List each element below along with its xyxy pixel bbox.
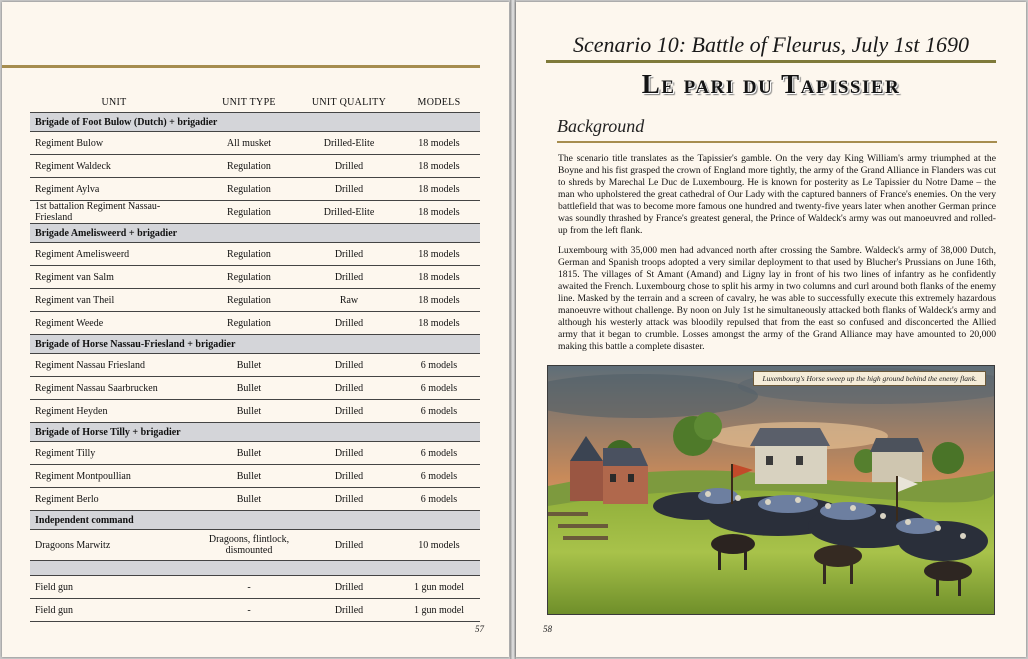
unit-type-cell: Bullet — [198, 354, 300, 377]
unit-type-cell: - — [198, 576, 300, 599]
unit-cell: Regiment Weede — [30, 312, 198, 335]
brigade-header-row — [30, 423, 480, 442]
header-unit: UNIT — [30, 92, 198, 113]
unit-type-cell: Bullet — [198, 442, 300, 465]
unit-type-cell: Regulation — [198, 243, 300, 266]
brigade-header-row — [30, 511, 480, 530]
models-cell: 18 models — [398, 289, 480, 312]
unit-cell: Regiment van Theil — [30, 289, 198, 312]
models-cell: 18 models — [398, 201, 480, 224]
table-row — [30, 289, 480, 312]
unit-cell: Regiment van Salm — [30, 266, 198, 289]
page-number-right: 58 — [543, 624, 552, 634]
unit-cell: Regiment Nassau Saarbrucken — [30, 377, 198, 400]
unit-quality-cell: Drilled — [300, 465, 398, 488]
models-cell: 6 models — [398, 377, 480, 400]
unit-cell: Regiment Amelisweerd — [30, 243, 198, 266]
brigade-header-row — [30, 224, 480, 243]
table-row — [30, 178, 480, 201]
brigade-header-row — [30, 113, 480, 132]
models-cell: 18 models — [398, 178, 480, 201]
unit-cell: Dragoons Marwitz — [30, 530, 198, 561]
unit-type-cell: Regulation — [198, 178, 300, 201]
models-cell: 18 models — [398, 243, 480, 266]
table-row — [30, 442, 480, 465]
table-row — [30, 201, 480, 224]
models-cell: 6 models — [398, 442, 480, 465]
brigade-name: Brigade of Foot Bulow (Dutch) + brigadier — [30, 113, 480, 132]
table-row — [30, 488, 480, 511]
unit-type-cell: Bullet — [198, 488, 300, 511]
unit-quality-cell: Drilled — [300, 377, 398, 400]
table-row — [30, 400, 480, 423]
table-header-row — [30, 92, 480, 113]
unit-quality-cell: Drilled-Elite — [300, 201, 398, 224]
unit-quality-cell: Drilled — [300, 243, 398, 266]
table-row — [30, 312, 480, 335]
table-row — [30, 155, 480, 178]
unit-type-cell: Bullet — [198, 400, 300, 423]
unit-type-cell: Dragoons, flintlock, dismounted — [198, 530, 300, 561]
table-row — [30, 243, 480, 266]
background-paragraph-1: The scenario title translates as the Tapissier's gamble. On the very day King William's army triumphed at the Boyne and his fist grasped the crown of England more tightly, the army of the Grand Alliance in Flanders was cut to shreds by Marechal Le Duc de Luxembourg. He is known for posterity as Le Tapissier du Notre Dame – the man who upholstered the great cathedral of Our Lady with the captured banners of France's enemies. On the very battlefield that was to become more famous one hundred and twenty-five years later when another German prince was soundly thrashed by France's greatest general, the Prince of Waldeck's army was out manoeuvred and rolled-up from the left flank. — [558, 153, 996, 236]
unit-quality-cell: Drilled — [300, 400, 398, 423]
unit-quality-cell: Drilled-Elite — [300, 132, 398, 155]
section-rule — [557, 141, 997, 143]
unit-cell: Regiment Montpoullian — [30, 465, 198, 488]
table-body — [30, 113, 480, 622]
top-gold-rule — [2, 65, 480, 68]
battle-photo-illustration — [548, 366, 994, 614]
unit-cell: Regiment Berlo — [30, 488, 198, 511]
header-unit-quality: UNIT QUALITY — [300, 92, 398, 113]
header-models: MODELS — [398, 92, 480, 113]
section-heading: Background — [557, 116, 645, 136]
unit-cell: Regiment Tilly — [30, 442, 198, 465]
title-rule — [546, 60, 996, 63]
unit-type-cell: Bullet — [198, 465, 300, 488]
unit-quality-cell: Drilled — [300, 442, 398, 465]
photo-caption: Luxembourg's Horse sweep up the high ground behind the enemy flank. — [753, 371, 986, 386]
models-cell: 1 gun model — [398, 576, 480, 599]
unit-cell: Field gun — [30, 576, 198, 599]
table-row — [30, 465, 480, 488]
models-cell: 6 models — [398, 488, 480, 511]
models-cell: 6 models — [398, 400, 480, 423]
unit-cell: Regiment Waldeck — [30, 155, 198, 178]
unit-type-cell: Regulation — [198, 266, 300, 289]
models-cell: 18 models — [398, 266, 480, 289]
scenario-title: Scenario 10: Battle of Fleurus, July 1st 1690 — [573, 32, 969, 57]
brigade-name: Independent command — [30, 511, 480, 530]
unit-type-cell: Bullet — [198, 377, 300, 400]
unit-quality-cell: Drilled — [300, 312, 398, 335]
table-row — [30, 377, 480, 400]
brigade-name: Brigade of Horse Tilly + brigadier — [30, 423, 480, 442]
unit-cell: Regiment Heyden — [30, 400, 198, 423]
background-paragraph-2: Luxembourg with 35,000 men had advanced north after crossing the Sambre. Waldeck's army of 38,000 Dutch, German and Spanish troops adopted a very similar deployment to that used by Blucher's Prussians on June 16th, 1815. The villages of St Amant (Amand) and Ligny lay in front of his two lines of infantry as he confidently awaited the French. Luxembourg chose to split his army in two columns and curl around both flanks of the enemy line. Masked by the terrain and a screen of cavalry, he was able to successfully execute this extremely hazardous manoeuvre without challenge. By noon on July 1st he simultaneously attacked both flanks of Waldeck's army and although his westerly attack was bloodily repulsed that from the east so confused and disconcerted the Allied army that it began to crumble. Losses amongst the army of the Grand Alliance may have amounted to 20,000 making this battle a complete disaster. — [558, 245, 996, 352]
left-page — [2, 2, 509, 657]
unit-type-cell: Regulation — [198, 155, 300, 178]
unit-quality-cell: Drilled — [300, 155, 398, 178]
brigade-name: Brigade of Horse Nassau-Friesland + brigadier — [30, 335, 480, 354]
unit-quality-cell: Drilled — [300, 266, 398, 289]
models-cell: 6 models — [398, 465, 480, 488]
unit-quality-cell: Raw — [300, 289, 398, 312]
unit-quality-cell: Drilled — [300, 354, 398, 377]
models-cell: 1 gun model — [398, 599, 480, 622]
models-cell: 10 models — [398, 530, 480, 561]
blank-separator-row — [30, 561, 480, 576]
right-page — [516, 2, 1026, 657]
unit-type-cell: - — [198, 599, 300, 622]
unit-quality-cell: Drilled — [300, 530, 398, 561]
order-of-battle-table — [30, 92, 480, 622]
unit-quality-cell: Drilled — [300, 178, 398, 201]
brigade-name: Brigade Amelisweerd + brigadier — [30, 224, 480, 243]
unit-quality-cell: Drilled — [300, 576, 398, 599]
brigade-header-row — [30, 335, 480, 354]
models-cell: 18 models — [398, 155, 480, 178]
unit-cell: Field gun — [30, 599, 198, 622]
unit-type-cell: Regulation — [198, 312, 300, 335]
unit-type-cell: All musket — [198, 132, 300, 155]
table-row — [30, 530, 480, 561]
unit-cell: Regiment Nassau Friesland — [30, 354, 198, 377]
page-number-left: 57 — [475, 624, 484, 634]
unit-cell: Regiment Aylva — [30, 178, 198, 201]
models-cell: 6 models — [398, 354, 480, 377]
unit-cell: Regiment Bulow — [30, 132, 198, 155]
unit-cell: 1st battalion Regiment Nassau- Friesland — [30, 201, 198, 224]
unit-type-cell: Regulation — [198, 289, 300, 312]
table-row — [30, 266, 480, 289]
unit-quality-cell: Drilled — [300, 488, 398, 511]
table-row — [30, 576, 480, 599]
header-unit-type: UNIT TYPE — [198, 92, 300, 113]
main-title: Le pari du Tapissier — [641, 69, 901, 99]
battle-photo — [547, 365, 995, 615]
unit-quality-cell: Drilled — [300, 599, 398, 622]
unit-type-cell: Regulation — [198, 201, 300, 224]
models-cell: 18 models — [398, 312, 480, 335]
table-row — [30, 132, 480, 155]
blank-cell — [30, 561, 480, 576]
table-row — [30, 354, 480, 377]
table-row — [30, 599, 480, 622]
models-cell: 18 models — [398, 132, 480, 155]
